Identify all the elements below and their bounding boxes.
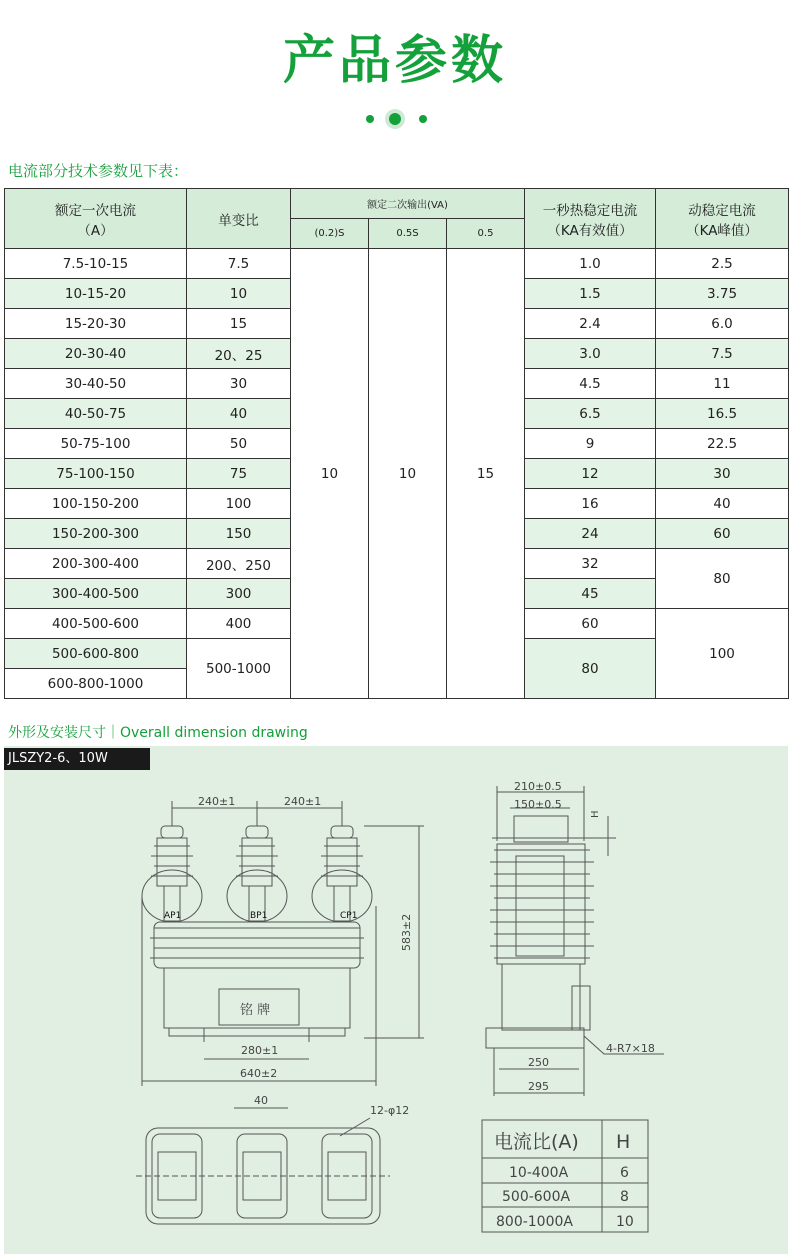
h-table-cell: 500-600A <box>502 1189 571 1205</box>
dim-h: H <box>590 810 601 818</box>
ratio-cell: 75 <box>187 459 291 489</box>
primary-cell: 100-150-200 <box>5 489 187 519</box>
nameplate-label: 铭 牌 <box>240 1003 271 1018</box>
thermal-cell: 1.0 <box>525 249 656 279</box>
header-single-ratio: 单变比 <box>187 189 291 249</box>
dynamic-cell: 60 <box>656 519 789 549</box>
primary-cell: 75-100-150 <box>5 459 187 489</box>
ratio-cell: 20、25 <box>187 339 291 369</box>
primary-cell: 150-200-300 <box>5 519 187 549</box>
output-cell: 15 <box>447 249 525 699</box>
thermal-cell: 32 <box>525 549 656 579</box>
h-table-cell: 10-400A <box>509 1165 569 1181</box>
dynamic-cell: 3.75 <box>656 279 789 309</box>
thermal-cell: 3.0 <box>525 339 656 369</box>
primary-cell: 50-75-100 <box>5 429 187 459</box>
model-tag: JLSZY2-6、10W <box>4 748 150 770</box>
ratio-cell: 50 <box>187 429 291 459</box>
dynamic-cell: 40 <box>656 489 789 519</box>
spec-subheading: 电流部分技术参数见下表： <box>8 162 189 180</box>
dim-r: 4-R7×18 <box>606 1042 655 1055</box>
header-dynamic: 动稳定电流 （KA峰值） <box>656 189 789 249</box>
dim-280: 280±1 <box>241 1044 279 1057</box>
ratio-cell: 200、250 <box>187 549 291 579</box>
front-view <box>142 795 424 1086</box>
dot-icon <box>366 115 374 123</box>
dynamic-cell: 6.0 <box>656 309 789 339</box>
side-view <box>486 780 664 1096</box>
header-class-02s: (0.2)S <box>291 219 369 249</box>
title-divider-dots <box>0 111 790 127</box>
header-rated-primary: 额定一次电流 （A） <box>5 189 187 249</box>
dot-icon <box>419 115 427 123</box>
dynamic-cell: 22.5 <box>656 429 789 459</box>
label-ap1: AP1 <box>164 911 182 921</box>
h-table-cell: 8 <box>620 1189 629 1205</box>
output-cell: 10 <box>369 249 447 699</box>
primary-cell: 500-600-800 <box>5 639 187 669</box>
ratio-cell: 500-1000 <box>187 639 291 699</box>
header-class-05: 0.5 <box>447 219 525 249</box>
ratio-cell: 100 <box>187 489 291 519</box>
primary-cell: 600-800-1000 <box>5 669 187 699</box>
dim-250: 250 <box>528 1056 549 1069</box>
dim-150: 150±0.5 <box>514 798 562 811</box>
dim-hole: 12-φ12 <box>370 1104 410 1117</box>
dim-295: 295 <box>528 1080 549 1093</box>
header-thermal: 一秒热稳定电流 （KA有效值） <box>525 189 656 249</box>
dot-icon <box>389 113 401 125</box>
primary-cell: 15-20-30 <box>5 309 187 339</box>
thermal-cell: 80 <box>525 639 656 699</box>
thermal-cell: 16 <box>525 489 656 519</box>
ratio-cell: 10 <box>187 279 291 309</box>
dynamic-cell: 100 <box>656 609 789 699</box>
h-table-cell: 800-1000A <box>496 1214 573 1230</box>
h-table-col2: H <box>616 1131 631 1153</box>
dim-240-left: 240±1 <box>198 795 236 808</box>
thermal-cell: 24 <box>525 519 656 549</box>
label-bp1: BP1 <box>250 911 268 921</box>
thermal-cell: 12 <box>525 459 656 489</box>
spec-table <box>4 188 789 699</box>
thermal-cell: 4.5 <box>525 369 656 399</box>
page-title: 产品参数 <box>282 31 507 91</box>
dim-210: 210±0.5 <box>514 780 562 793</box>
top-view <box>136 1094 409 1224</box>
ratio-cell: 40 <box>187 399 291 429</box>
thermal-cell: 45 <box>525 579 656 609</box>
primary-cell: 30-40-50 <box>5 369 187 399</box>
dynamic-cell: 11 <box>656 369 789 399</box>
thermal-cell: 9 <box>525 429 656 459</box>
header-secondary-output: 额定二次输出(VA) <box>291 189 525 219</box>
h-table-cell: 10 <box>616 1214 634 1230</box>
h-table-col1: 电流比(A) <box>494 1131 579 1153</box>
dim-240-right: 240±1 <box>284 795 322 808</box>
ratio-cell: 7.5 <box>187 249 291 279</box>
ratio-cell: 400 <box>187 609 291 639</box>
ratio-cell: 30 <box>187 369 291 399</box>
dynamic-cell: 7.5 <box>656 339 789 369</box>
dynamic-cell: 2.5 <box>656 249 789 279</box>
drawing-heading: 外形及安装尺寸｜Overall dimension drawing <box>8 725 308 741</box>
header-class-05s: 0.5S <box>369 219 447 249</box>
dynamic-cell: 16.5 <box>656 399 789 429</box>
dim-583: 583±2 <box>400 913 413 951</box>
dynamic-cell: 80 <box>656 549 789 609</box>
dim-640: 640±2 <box>240 1067 278 1080</box>
dim-40: 40 <box>254 1094 268 1107</box>
h-table-cell: 6 <box>620 1165 629 1181</box>
thermal-cell: 2.4 <box>525 309 656 339</box>
ratio-cell: 150 <box>187 519 291 549</box>
ratio-cell: 300 <box>187 579 291 609</box>
primary-cell: 400-500-600 <box>5 609 187 639</box>
thermal-cell: 1.5 <box>525 279 656 309</box>
thermal-cell: 60 <box>525 609 656 639</box>
ratio-cell: 15 <box>187 309 291 339</box>
primary-cell: 7.5-10-15 <box>5 249 187 279</box>
thermal-cell: 6.5 <box>525 399 656 429</box>
dimension-drawing <box>4 746 788 1254</box>
h-table <box>482 1120 648 1232</box>
primary-cell: 300-400-500 <box>5 579 187 609</box>
output-cell: 10 <box>291 249 369 699</box>
primary-cell: 200-300-400 <box>5 549 187 579</box>
label-cp1: CP1 <box>340 911 358 921</box>
dynamic-cell: 30 <box>656 459 789 489</box>
primary-cell: 40-50-75 <box>5 399 187 429</box>
primary-cell: 20-30-40 <box>5 339 187 369</box>
primary-cell: 10-15-20 <box>5 279 187 309</box>
